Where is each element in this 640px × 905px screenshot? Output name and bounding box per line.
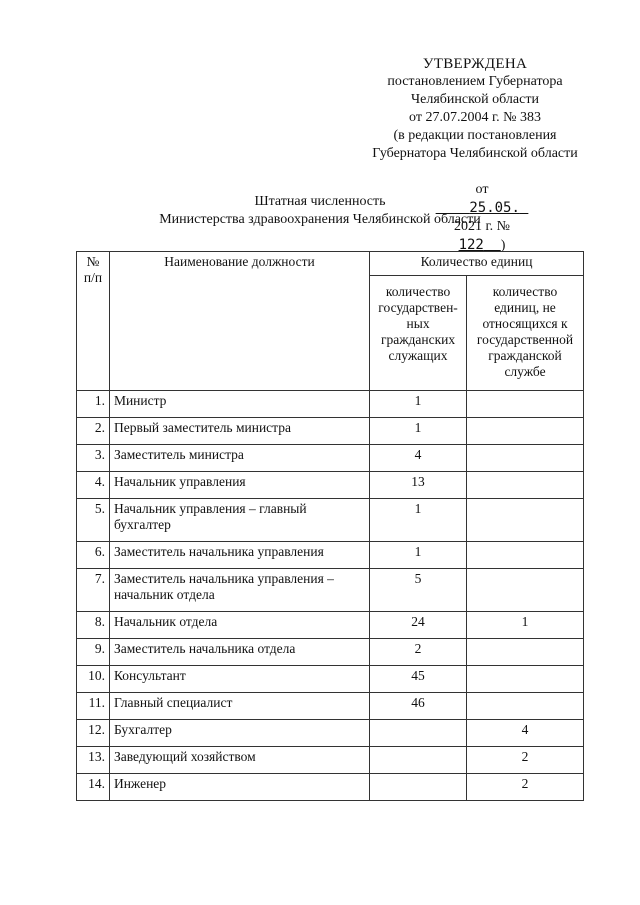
row-position: Начальник отдела (109, 612, 369, 639)
row-position: Заведующий хозяйством (109, 747, 369, 774)
row-civil-count: 4 (370, 445, 467, 472)
row-noncivil-count (467, 542, 584, 569)
row-noncivil-count (467, 639, 584, 666)
row-number: 1. (77, 391, 110, 418)
approval-date-prefix: от (475, 182, 489, 197)
row-position: Начальник управления (109, 472, 369, 499)
row-civil-count: 45 (370, 666, 467, 693)
row-civil-count: 5 (370, 569, 467, 612)
header-civil-servants: количество государствен-ных гражданских служащих (370, 276, 467, 391)
title-line-2: Министерства здравоохранения Челябинской области (159, 212, 481, 227)
row-noncivil-count (467, 472, 584, 499)
row-position: Бухгалтер (109, 720, 369, 747)
row-noncivil-count (467, 499, 584, 542)
approval-line-3: от 27.07.2004 г. № 383 (409, 110, 541, 125)
table-row (77, 391, 584, 418)
approval-heading: УТВЕРЖДЕНА (422, 56, 528, 72)
row-noncivil-count (467, 445, 584, 472)
table-row (77, 639, 584, 666)
row-civil-count: 2 (370, 639, 467, 666)
row-number: 6. (77, 542, 110, 569)
row-number: 14. (77, 774, 110, 801)
row-noncivil-count (467, 418, 584, 445)
row-civil-count: 46 (370, 693, 467, 720)
row-position: Консультант (109, 666, 369, 693)
row-civil-count (370, 720, 467, 747)
staff-table (76, 251, 584, 801)
table-row (77, 445, 584, 472)
title-line-1: Штатная численность (254, 194, 386, 209)
header-position: Наименование должности (109, 252, 369, 391)
row-number: 11. (77, 693, 110, 720)
approval-line-1: постановлением Губернатора (387, 74, 563, 89)
row-number: 10. (77, 666, 110, 693)
row-civil-count: 1 (370, 499, 467, 542)
table-row (77, 720, 584, 747)
row-position: Инженер (109, 774, 369, 801)
table-row (77, 693, 584, 720)
approval-line-5: Губернатора Челябинской области (372, 146, 578, 161)
approval-line-2: Челябинской области (411, 92, 539, 107)
row-position: Министр (109, 391, 369, 418)
table-row (77, 747, 584, 774)
document-title (0, 193, 640, 229)
row-position: Заместитель начальника управления – начальник отдела (109, 569, 369, 612)
row-position: Заместитель начальника управления (109, 542, 369, 569)
row-noncivil-count: 1 (467, 612, 584, 639)
table-row (77, 612, 584, 639)
row-noncivil-count: 2 (467, 747, 584, 774)
approval-date-year: 2021 г. № (453, 219, 511, 234)
row-noncivil-count (467, 569, 584, 612)
row-number: 3. (77, 445, 110, 472)
approval-line-4: (в редакции постановления (393, 128, 557, 143)
row-number: 9. (77, 639, 110, 666)
header-num: № п/п (77, 252, 110, 391)
row-civil-count (370, 774, 467, 801)
row-number: 13. (77, 747, 110, 774)
row-civil-count: 1 (370, 391, 467, 418)
row-number: 8. (77, 612, 110, 639)
header-non-civil: количество единиц, не относящихся к государственной гражданской службе (467, 276, 584, 391)
row-position: Заместитель министра (109, 445, 369, 472)
table-row (77, 472, 584, 499)
header-quantity: Количество единиц (370, 252, 584, 276)
row-number: 4. (77, 472, 110, 499)
table-row (77, 774, 584, 801)
approval-date-value: 25.05. (469, 200, 520, 216)
row-civil-count: 13 (370, 472, 467, 499)
row-noncivil-count: 2 (467, 774, 584, 801)
approval-close: ) (500, 238, 506, 253)
row-number: 7. (77, 569, 110, 612)
row-noncivil-count: 4 (467, 720, 584, 747)
table-row (77, 418, 584, 445)
row-number: 5. (77, 499, 110, 542)
row-number: 12. (77, 720, 110, 747)
approval-stamp (340, 55, 610, 273)
table-row (77, 569, 584, 612)
row-position: Главный специалист (109, 693, 369, 720)
table-row (77, 499, 584, 542)
table-row (77, 666, 584, 693)
approval-number-value: 122 (458, 237, 484, 253)
row-civil-count: 24 (370, 612, 467, 639)
row-position: Начальник управления – главный бухгалтер (109, 499, 369, 542)
row-civil-count: 1 (370, 542, 467, 569)
table-row (77, 542, 584, 569)
row-civil-count: 1 (370, 418, 467, 445)
row-number: 2. (77, 418, 110, 445)
row-civil-count (370, 747, 467, 774)
row-noncivil-count (467, 391, 584, 418)
row-noncivil-count (467, 666, 584, 693)
row-position: Первый заместитель министра (109, 418, 369, 445)
row-position: Заместитель начальника отдела (109, 639, 369, 666)
row-noncivil-count (467, 693, 584, 720)
